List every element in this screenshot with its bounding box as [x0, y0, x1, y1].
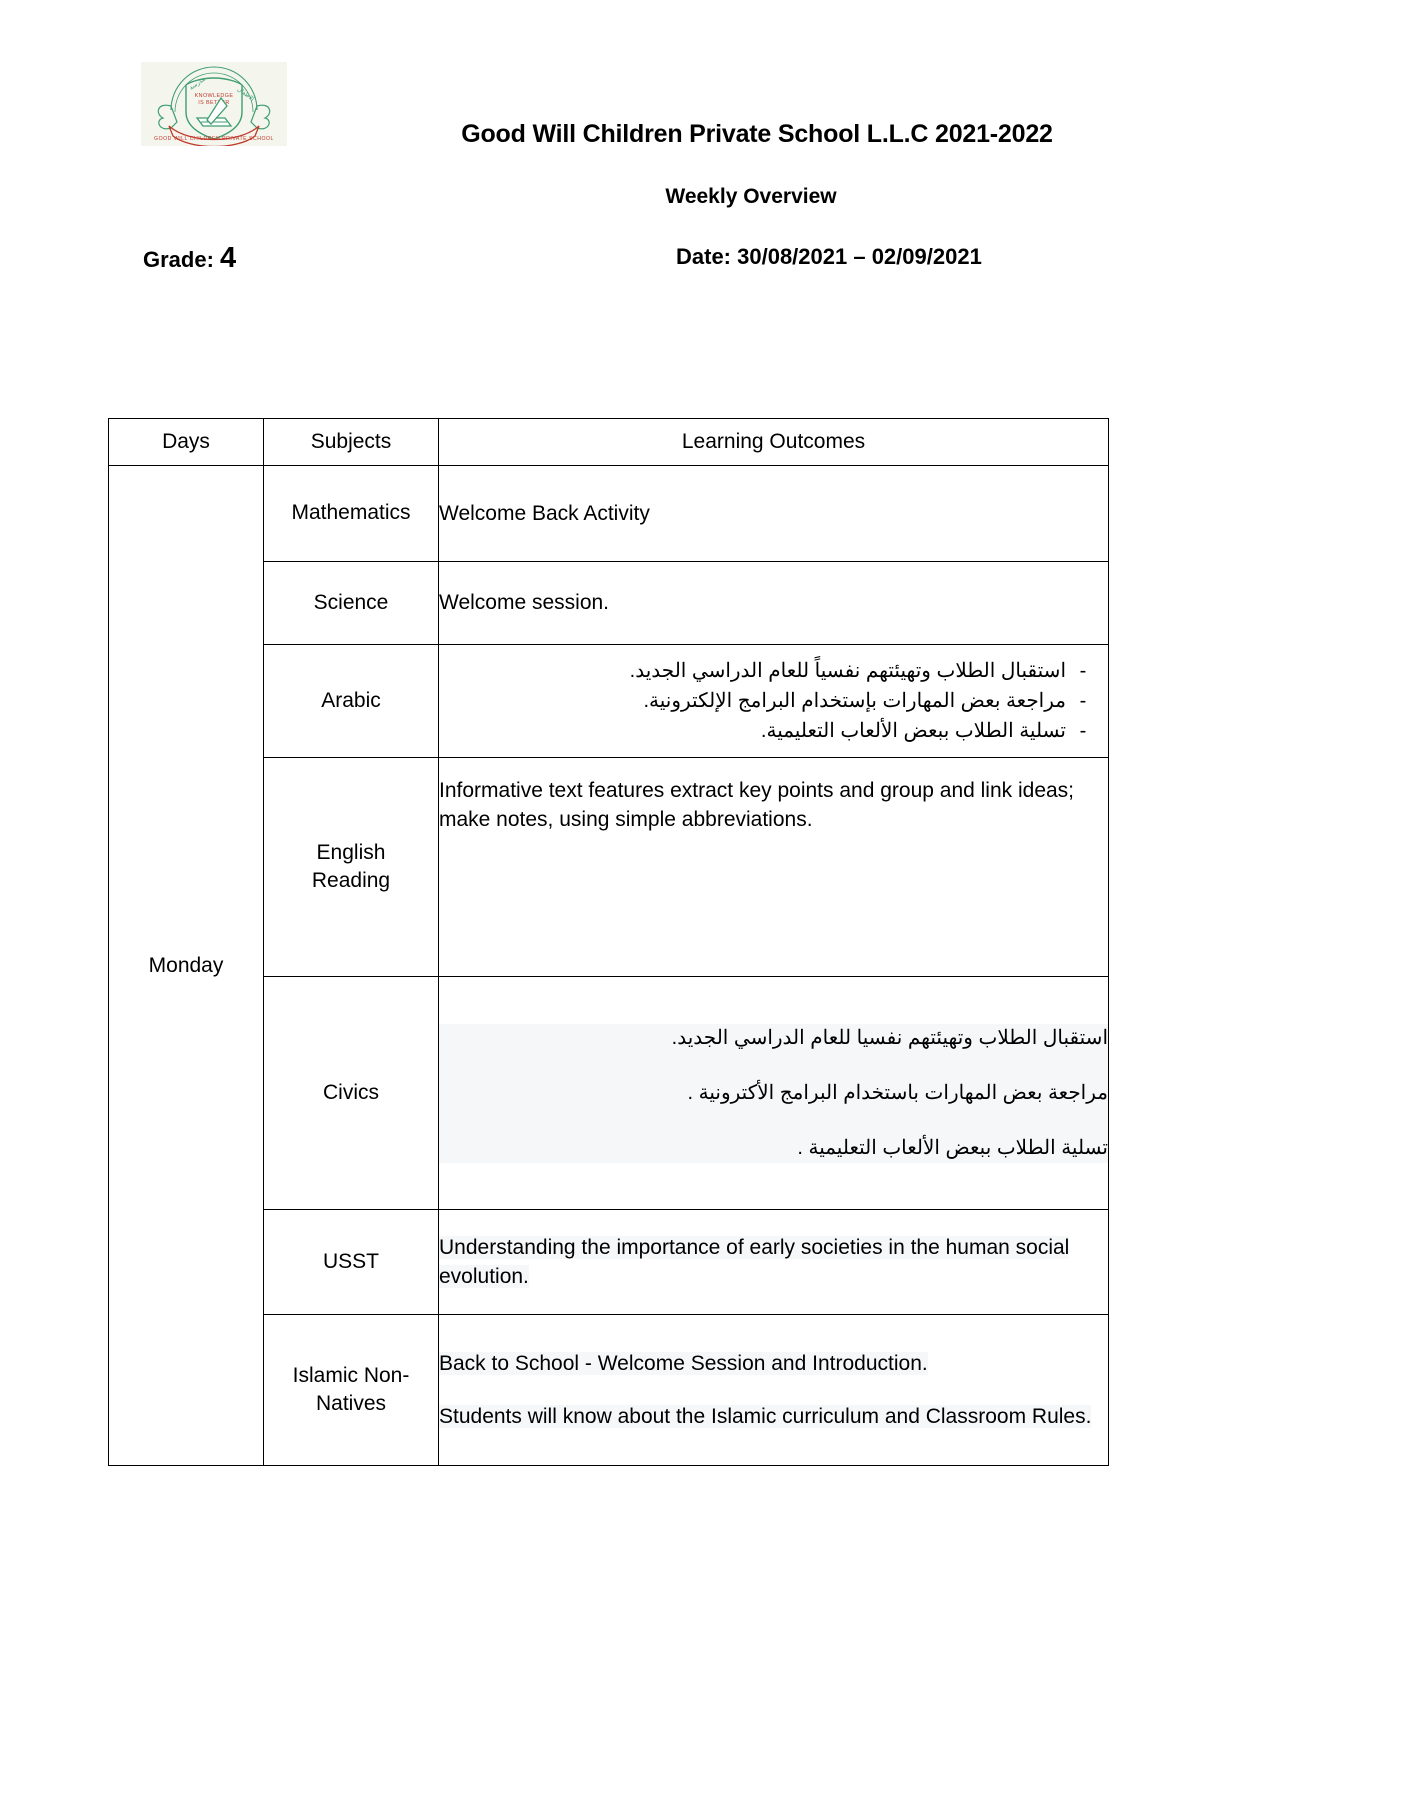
table-header-row: [109, 419, 1109, 466]
outcome-paragraph: تسلية الطلاب ببعض الألعاب التعليمية .: [797, 1136, 1108, 1159]
grade-field: [143, 242, 236, 275]
subject-line-2: Natives: [315, 1392, 387, 1415]
outcome-text: Students will know about the Islamic curriculum and Classroom Rules.: [439, 1405, 1092, 1428]
date-range: Date: 30/08/2021 – 02/09/2021: [676, 244, 982, 269]
list-item-label: مراجعة بعض المهارات بإستخدام البرامج الإلكترونية.: [643, 690, 1066, 712]
subject-cell-mathematics: Mathematics: [264, 466, 439, 562]
subject-line-1: Islamic Non-: [292, 1363, 410, 1387]
list-item-label: استقبال الطلاب وتهيئتهم نفسياً للعام الدراسي الجديد.: [629, 660, 1066, 682]
outcome-text: Back to School - Welcome Session and Introduction.: [439, 1351, 928, 1375]
column-header-subjects: Subjects: [264, 419, 439, 466]
svg-text:KNOWLEDGE: KNOWLEDGE: [194, 93, 234, 99]
outcome-paragraph: [439, 1349, 1108, 1378]
subject-cell-english-reading: [264, 758, 439, 977]
svg-text:الاطفال: الاطفال: [235, 85, 256, 103]
svg-text:IS BETTER: IS BETTER: [198, 100, 230, 106]
grade-label-text: Grade:: [143, 247, 214, 272]
outcome-paragraph: استقبال الطلاب وتهيئتهم نفسيا للعام الدراسي الجديد.: [671, 1026, 1108, 1049]
subject-line-2: Reading: [311, 869, 391, 892]
outcome-cell-usst: [439, 1210, 1109, 1315]
list-item-label: تسلية الطلاب ببعض الألعاب التعليمية.: [760, 720, 1066, 742]
school-crest-logo: [141, 62, 287, 146]
outcome-cell-english-reading: [439, 758, 1109, 977]
list-dash: -: [1079, 720, 1087, 742]
table-body: [109, 466, 1109, 1466]
weekly-overview-table-wrapper: [108, 418, 1108, 1466]
subject-cell-civics: Civics: [264, 977, 439, 1210]
outcome-cell-civics: [439, 977, 1109, 1210]
svg-text:مدرسة: مدرسة: [188, 75, 207, 92]
table-row: [109, 466, 1109, 562]
civics-arabic-paragraphs: [439, 1024, 1108, 1163]
list-item: [439, 686, 1100, 716]
document-subtitle: Weekly Overview: [665, 185, 837, 208]
outcome-cell-science: Welcome session.: [439, 562, 1109, 645]
grade-date-row: [0, 242, 1406, 298]
outcome-text: Understanding the importance of early societies in the human social evolution.: [439, 1235, 1070, 1288]
list-item: [439, 716, 1100, 746]
outcome-paragraph: [439, 1402, 1108, 1431]
svg-text:GOOD WILL CHILDREN PRIVATE SCH: GOOD WILL CHILDREN PRIVATE SCHOOL: [154, 136, 274, 142]
arabic-bullet-list: [439, 656, 1108, 746]
outcome-cell-islamic-non-natives: [439, 1315, 1109, 1466]
column-header-learning-outcomes: Learning Outcomes: [439, 419, 1109, 466]
subject-cell-usst: USST: [264, 1210, 439, 1315]
grade-value: 4: [220, 242, 237, 274]
day-cell-monday: Monday: [109, 466, 264, 1466]
column-header-days: Days: [109, 419, 264, 466]
list-dash: -: [1079, 690, 1087, 712]
subject-cell-arabic: Arabic: [264, 645, 439, 758]
page-title: Good Will Children Private School L.L.C 2021-2022: [461, 120, 1053, 148]
list-item: [439, 656, 1100, 686]
document-header: [0, 0, 1406, 298]
list-dash: -: [1079, 660, 1087, 682]
outcome-paragraph: مراجعة بعض المهارات باستخدام البرامج الأكترونية .: [687, 1081, 1108, 1104]
table-header: [109, 419, 1109, 466]
outcome-cell-arabic: [439, 645, 1109, 758]
subject-cell-science: Science: [264, 562, 439, 645]
subject-line-1: English: [316, 840, 386, 864]
outcome-cell-mathematics: Welcome Back Activity: [439, 466, 1109, 562]
weekly-overview-table: [108, 418, 1109, 1466]
subject-cell-islamic-non-natives: [264, 1315, 439, 1466]
outcome-text: Informative text features extract key points and group and link ideas; make notes, using simple abbreviations.: [439, 779, 1075, 832]
